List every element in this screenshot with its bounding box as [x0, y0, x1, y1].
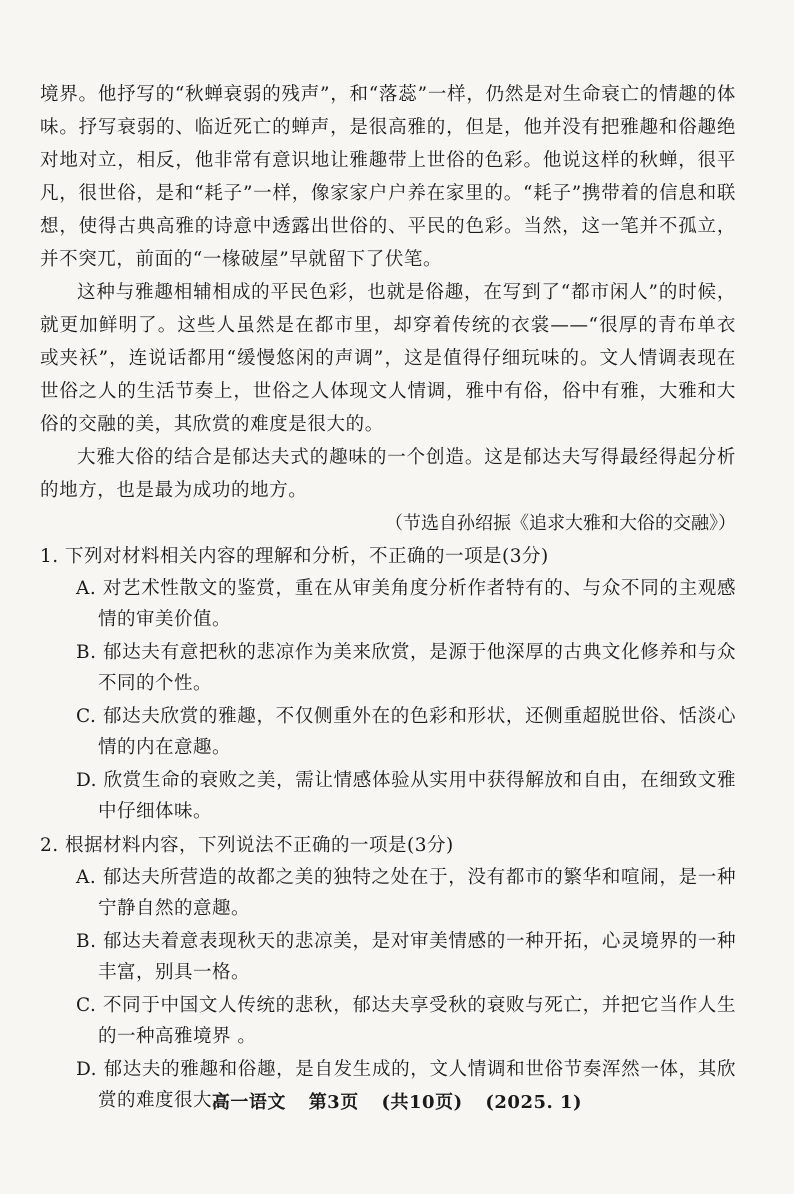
question-2-option-c: C. 不同于中国文人传统的悲秋，郁达夫享受秋的衰败与死亡，并把它当作人生的一种高雅境界 。: [76, 995, 736, 1047]
question-1-stem: 1. 下列对材料相关内容的理解和分析，不正确的一项是(3分): [40, 546, 549, 567]
passage-paragraph-1: 境界。他抒写的“秋蝉衰弱的残声”，和“落蕊”一样，仍然是对生命衰亡的情趣的体味。抒写衰弱的、临近死亡的蝉声，是很高雅的，但是，他并没有把雅趣和俗趣绝对地对立，相反，他非常有意识地让雅趣带上世俗的色彩。他说这样的秋蝉，很平凡，很世俗，是和“耗子”一样，像家家户户养在家里的。“耗子”携带着的信息和联想，使得古典高雅的诗意中透露出世俗的、平民的色彩。当然，这一笔并不孤立，并不突兀，前面的“一椽破屋”早就留下了伏笔。: [40, 84, 736, 270]
footer-subject: 高一语文: [211, 1092, 286, 1113]
question-1-option-a: A. 对艺术性散文的鉴赏，重在从审美角度分析作者特有的、与众不同的主观感情的审美价值。: [76, 578, 736, 630]
question-2: [40, 829, 736, 1116]
passage-paragraph-3: 大雅大俗的结合是郁达夫式的趣味的一个创造。这是郁达夫写得最经得起分析的地方，也是最为成功的地方。: [40, 447, 736, 501]
question-1-option-d: D. 欣赏生命的衰败之美，需让情感体验从实用中获得解放和自由，在细致文雅中仔细体味。: [76, 770, 736, 822]
footer-total-pages: (共10页): [381, 1092, 463, 1113]
question-2-option-d: D. 郁达夫的雅趣和俗趣，是自发生成的，文人情调和世俗节奏浑然一体，其欣赏的难度很大。: [76, 1059, 736, 1111]
question-2-stem: 2. 根据材料内容，下列说法不正确的一项是(3分): [40, 835, 454, 856]
page-footer: [0, 1088, 794, 1114]
footer-date: (2025. 1): [485, 1092, 583, 1113]
footer-page-number: 第3页: [308, 1092, 359, 1113]
question-1: [40, 540, 736, 827]
passage-source: （节选自孙绍振《追求大雅和大俗的交融》）: [385, 513, 736, 534]
question-2-option-a: A. 郁达夫所营造的故都之美的独特之处在于，没有都市的繁华和喧闹，是一种宁静自然的意趣。: [76, 867, 736, 919]
question-1-option-c: C. 郁达夫欣赏的雅趣，不仅侧重外在的色彩和形状，还侧重超脱世俗、恬淡心情的内在意趣。: [76, 706, 736, 758]
question-1-option-b: B. 郁达夫有意把秋的悲凉作为美来欣赏，是源于他深厚的古典文化修养和与众不同的个性。: [76, 642, 736, 694]
passage-paragraph-2: 这种与雅趣相辅相成的平民色彩，也就是俗趣，在写到了“都市闲人”的时候，就更加鲜明了。这些人虽然是在都市里，却穿着传统的衣裳——“很厚的青布单衣或夹袄”，连说话都用“缓慢悠闲的声调”，这是值得仔细玩味的。文人情调表现在世俗之人的生活节奏上，世俗之人体现文人情调，雅中有俗，俗中有雅，大雅和大俗的交融的美，其欣赏的难度是很大的。: [40, 282, 736, 435]
question-2-option-b: B. 郁达夫着意表现秋天的悲凉美，是对审美情感的一种开拓，心灵境界的一种丰富，别具一格。: [76, 931, 736, 983]
